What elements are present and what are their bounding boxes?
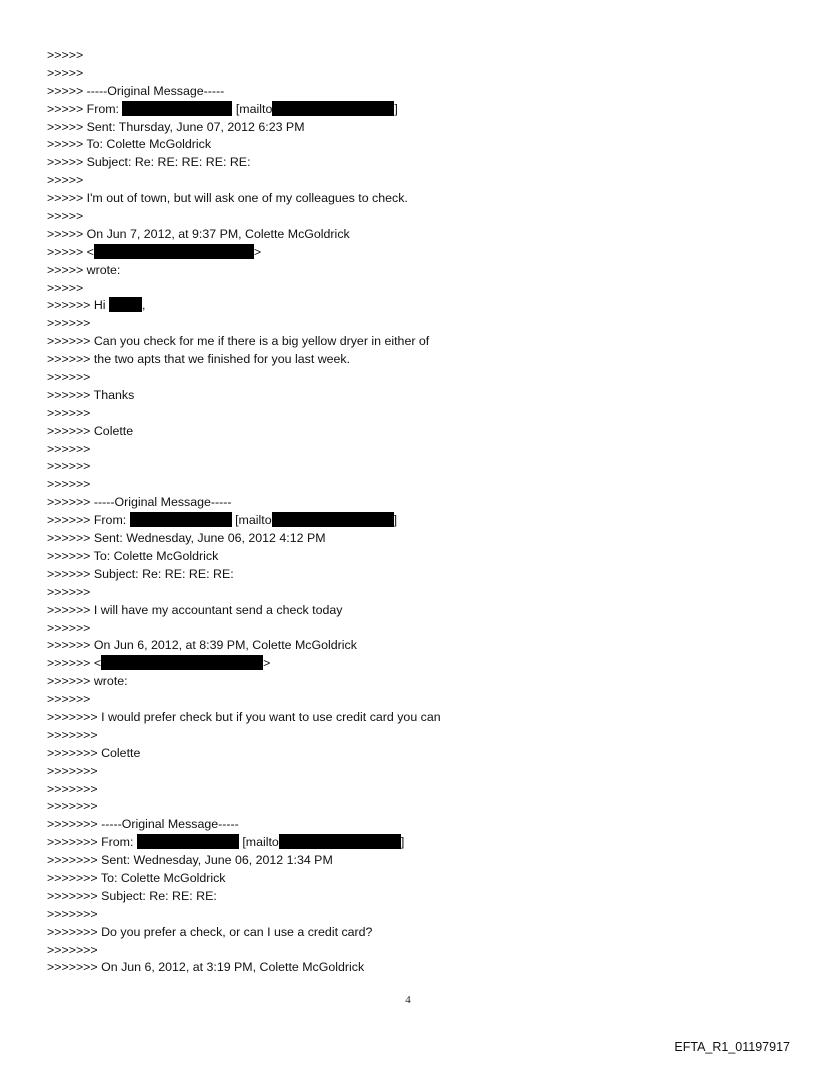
text-line: >>>>>> -----Original Message----- [47, 495, 232, 510]
text-line: >>>>> wrote: [47, 262, 121, 277]
text-line: >>>>>>> [47, 727, 98, 742]
bracket: ] [394, 101, 398, 116]
text-line: >>>>>> Colette [47, 423, 134, 438]
greeting-label: >>>>>> Hi [47, 298, 110, 313]
angle-close: > [263, 656, 271, 671]
text-line: >>>>>>> Colette [47, 745, 141, 760]
from-label: >>>>>> From: [47, 513, 130, 528]
page-number: 4 [405, 994, 411, 1006]
text-line: >>>>>> On Jun 6, 2012, at 8:39 PM, Colette McGoldrick [47, 638, 357, 653]
mailto-label: [mailto [231, 513, 272, 528]
text-line: >>>>> Subject: Re: RE: RE: RE: RE: [47, 155, 251, 170]
redaction-block [101, 655, 263, 670]
text-line: >>>>> Sent: Thursday, June 07, 2012 6:23 PM [47, 119, 305, 134]
text-line: >>>>>> Sent: Wednesday, June 06, 2012 4:12 PM [47, 531, 326, 546]
text-line: >>>>>>> I would prefer check but if you want to use credit card you can [47, 709, 441, 724]
email-thread [47, 47, 767, 977]
from-label: >>>>>>> From: [47, 835, 137, 850]
text-line: >>>>>>> Sent: Wednesday, June 06, 2012 1:34 PM [47, 853, 333, 868]
text-line: >>>>>>> Do you prefer a check, or can I use a credit card? [47, 924, 373, 939]
from-line [47, 834, 767, 852]
angle-open: >>>>> < [47, 244, 94, 259]
text-line: >>>>>> [47, 692, 91, 707]
text-line: >>>>>>> Subject: Re: RE: RE: [47, 888, 217, 903]
text-line: >>>>> -----Original Message----- [47, 83, 225, 98]
text-line: >>>>>> I will have my accountant send a check today [47, 602, 343, 617]
text-line: >>>>>> the two apts that we finished for you last week. [47, 352, 351, 367]
email-address-line [47, 655, 767, 673]
text-line: >>>>>>> [47, 906, 98, 921]
redaction-block [130, 512, 232, 527]
text-line: >>>>> [47, 209, 84, 224]
angle-open: >>>>>> < [47, 656, 102, 671]
text-line: >>>>>>> [47, 799, 98, 814]
bracket: ] [400, 835, 405, 850]
text-line: >>>>> On Jun 7, 2012, at 9:37 PM, Colette McGoldrick [47, 226, 350, 241]
text-line: >>>>>> wrote: [47, 674, 128, 689]
text-line: >>>>>> [47, 405, 91, 420]
text-line: >>>>>>> To: Colette McGoldrick [47, 870, 226, 885]
text-line: >>>>>>> -----Original Message----- [47, 817, 239, 832]
text-line: >>>>>>> [47, 942, 98, 957]
text-line: >>>>>> Subject: Re: RE: RE: RE: [47, 566, 234, 581]
text-line: >>>>> [47, 173, 84, 188]
text-line: >>>>>> [47, 459, 91, 474]
angle-close: > [253, 244, 262, 259]
text-line: >>>>>> [47, 620, 91, 635]
redaction-block [279, 834, 401, 849]
document-id: EFTA_R1_01197917 [674, 1040, 790, 1054]
mailto-label: [mailto [238, 835, 279, 850]
redaction-block [137, 834, 239, 849]
bracket: ] [393, 513, 398, 528]
email-address-line [47, 244, 767, 262]
text-line: >>>>>> [47, 584, 91, 599]
from-line [47, 101, 767, 119]
text-line: >>>>>> Thanks [47, 387, 135, 402]
text-line: >>>>> [47, 48, 84, 62]
redaction-block [94, 244, 254, 259]
greeting-line [47, 297, 767, 315]
text-line: >>>>>> Can you check for me if there is a big yellow dryer in either of [47, 334, 430, 349]
text-line: >>>>>> To: Colette McGoldrick [47, 548, 219, 563]
text-line: >>>>> I'm out of town, but will ask one of my colleagues to check. [47, 191, 408, 206]
from-label: >>>>> From: [47, 101, 123, 116]
redaction-block [109, 297, 142, 312]
redaction-block [122, 101, 232, 116]
from-line [47, 512, 767, 530]
text-line: >>>>>> [47, 477, 91, 492]
text-line: >>>>>>> On Jun 6, 2012, at 3:19 PM, Colette McGoldrick [47, 960, 365, 975]
text-line: >>>>> To: Colette McGoldrick [47, 137, 212, 152]
text-line: >>>>> [47, 65, 84, 80]
text-line: >>>>>> [47, 370, 91, 385]
text-line: >>>>>>> [47, 781, 98, 796]
comma: , [142, 298, 146, 313]
text-line: >>>>> [47, 280, 84, 295]
redaction-block [272, 101, 394, 116]
mailto-label: [mailto [232, 101, 273, 116]
redaction-block [272, 512, 394, 527]
text-line: >>>>>>> [47, 763, 98, 778]
text-line: >>>>>> [47, 316, 91, 331]
text-line: >>>>>> [47, 441, 91, 456]
